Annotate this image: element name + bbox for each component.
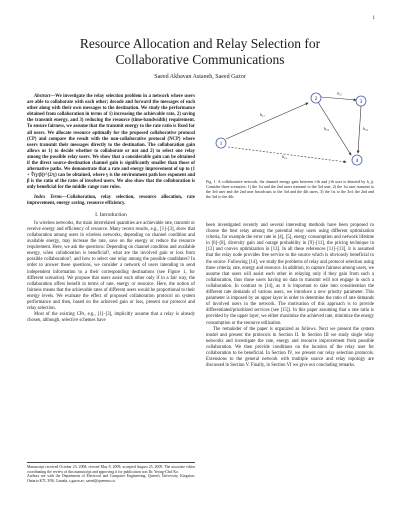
intro-paragraph-2: Most of the existing CPs, e.g., [1]–[3], implicitly assume that a relay is already chosen, although, selective schemes have [27,312,195,324]
label-h24: h₂₄ [324,126,329,131]
page-number: 1 [372,16,375,21]
index-terms [27,195,195,207]
abstract [27,94,195,192]
paper-title [0,36,400,68]
edge-h14 [228,147,346,162]
title-line-2: Collaborative Communications [115,52,285,67]
label-h14: h₁₄ [282,154,287,159]
section-heading: I. Introduction [95,211,127,218]
abstract-text: —We investigate the relay selection problem in a network where users are able to collaborate with each other; decode and forward the messages of each other along with their own messages to the destination. We study the performance obtained from collaboration in terms of 1) increasing the achievable rate, 2) saving the transmit energy, and 3) reducing the resource (time-bandwidth) requirement. To ensure fairness, we assume that the transmit energy to the rate ratio is fixed for all users. We allocate resource optimally for the proposed collaborative protocol (CP) and compare the result with the non-collaborative protocol (NCP) where users transmit their messages directly to the destination. The collaboration gain allows us 1) to decide whether to collaborate or not and 2) to select one relay among the possible relay users. We show that a considerable gain can be obtained if the direct source-destination channel gain is significantly smaller than those of alternative paths. We demonstrate that a rate and energy improvement of up to (1 + ∜(γ/β))^(2/γ) can be obtained, where γ is the environment path loss exponent and β is the ratio of the rates of involved users. We also show that the collaboration is only beneficial for the middle range rate rules. [27,94,195,191]
edge-h12 [226,103,308,139]
edge-h24 [318,102,351,155]
title-line-1: Resource Allocation and Relay Selection for [79,36,321,51]
footnote-2: Authors are with the Department of Electrical and Computer Engineering, Queen's University, Kingston, Ontario K7L 3N6, Canada, s.gazor.ac; saeed@queensu.ca. [27,474,195,483]
network-figure [206,92,374,190]
node-1-label: 1 [219,142,223,147]
authors: Saeed Akhavan Astaneh, Saeed Gazor [154,74,246,80]
label-h23: h₂₃ [337,92,342,96]
edge-h23 [321,97,356,100]
node-4-label: 4 [355,159,359,164]
index-terms-text: —Collaboration, relay selection, resource allocation, rate improvement, energy saving, resource efficiency. [27,194,195,206]
label-h34: h₃₄ [363,126,368,131]
right-column [206,223,374,369]
label-h12: h₁₂ [260,112,265,117]
edge-h34 [358,106,361,153]
footnote-1: Manuscript received October 23, 2008; revised May 8, 2009; accepted August 25, 2009. The associate editor coordinating the review of this manuscript and approving it for publication was Dr. Yeong-Chol Ko. [27,465,195,474]
abstract-label: Abstract [34,94,51,99]
footnote [27,462,195,483]
index-terms-label: Index Terms [34,194,63,200]
node-2-label: 2 [314,97,318,102]
figure-caption: Fig. 1. A collaborative network, the channel energy gain between i-th and j-th user is denoted by h_ij. Consider three scenarios: 1) the 1st and the 2nd users transmit to the 3rd user, 2) the 1st user transmit to the 3rd user and the 2nd user broadcasts to the 3rd and the 4th users, 3) the 1st to the 3rd, the 2nd and the 3rd to the 4th. [206,179,374,199]
right-paragraph-2: The remainder of the paper is organized as follows. Next we present the system model and present the protocols in Section II. In Section III we study single relay networks and investigate the rate, energy and resource improvement from possible collaboration. We then provide conditions on the location of the relay user for collaboration to be beneficial. In Section IV, we present our relay selection protocols. Extensions to the general network with multiple source and relay topology are discussed in Section V. Finally, in Section VI we give our concluding remarks. [206,326,374,369]
node-3-label: 3 [359,100,363,105]
intro-paragraph-1: In wireless networks, the main interrelated quantities are achievable rate, transmit or receive energy and efficiency of resource. Many recent results, e.g., [1]–[3], show that collaboration among users in wireless networks, depending on channel condition and available energy, may increase the rate, save on the energy or reduce the resource requirement. Here, we ask the questions: Depending on channel condition and available energy, when collaboration is beneficial?, what are the involved gain or loss from possible collaboration?, and how to select one relay among the possible candidates? In order to answer these questions, we consider a network of users intending to send independent information to a their corresponding destinations (see Figure 1, for different scenarios). We propose that users assist each other only if in a fair way, the collaboration offers benefit in terms of rate, energy or resource. Here, the notion of fairness means that the achievable rates of different users would be proportional to their energy levels. We evaluate the effect of proposed collaboration protocol on system performance and then, based on the achieved gain or loss, present our protocol and relay selection. [27,220,195,312]
right-paragraph-1: been investigated recently and several interesting methods have been proposed to choose the best relay among the potential relay users using different optimization criteria, for example the error rate in [4], [5], energy consumption and network lifetime in [6]–[8], diversity gain and outage probability in [9]–[11], the pricing technique in [12] and convex optimization in [13]. In all these references [11]–[13], it is assumed that the relay node provides free service to the source which is obviously beneficial to the source. Following [14], we study the problems of relay and protocol selection using three criteria; rate, energy and resource. In addition, to capture fairness among users, we assume that users will assist each other in relaying only if they gain from such a collaboration, thus those users having no data to transmit will not engage in such a collaboration. In contrast to [14], as it is important to take into consideration the different rate demands of various users, we introduce a new priority parameter. This parameter is imposed by an upper layer in order to determine the ratio of rate demands of involved users in the network. The motivation of this approach is to provide differentiated/prioritized services (see [15]). In this paper assuming that a rate ratio is provided by the upper layer, we either maximize the achieved rate, minimize the energy consumption or the resource utilization. [206,223,374,326]
left-column [27,94,195,324]
